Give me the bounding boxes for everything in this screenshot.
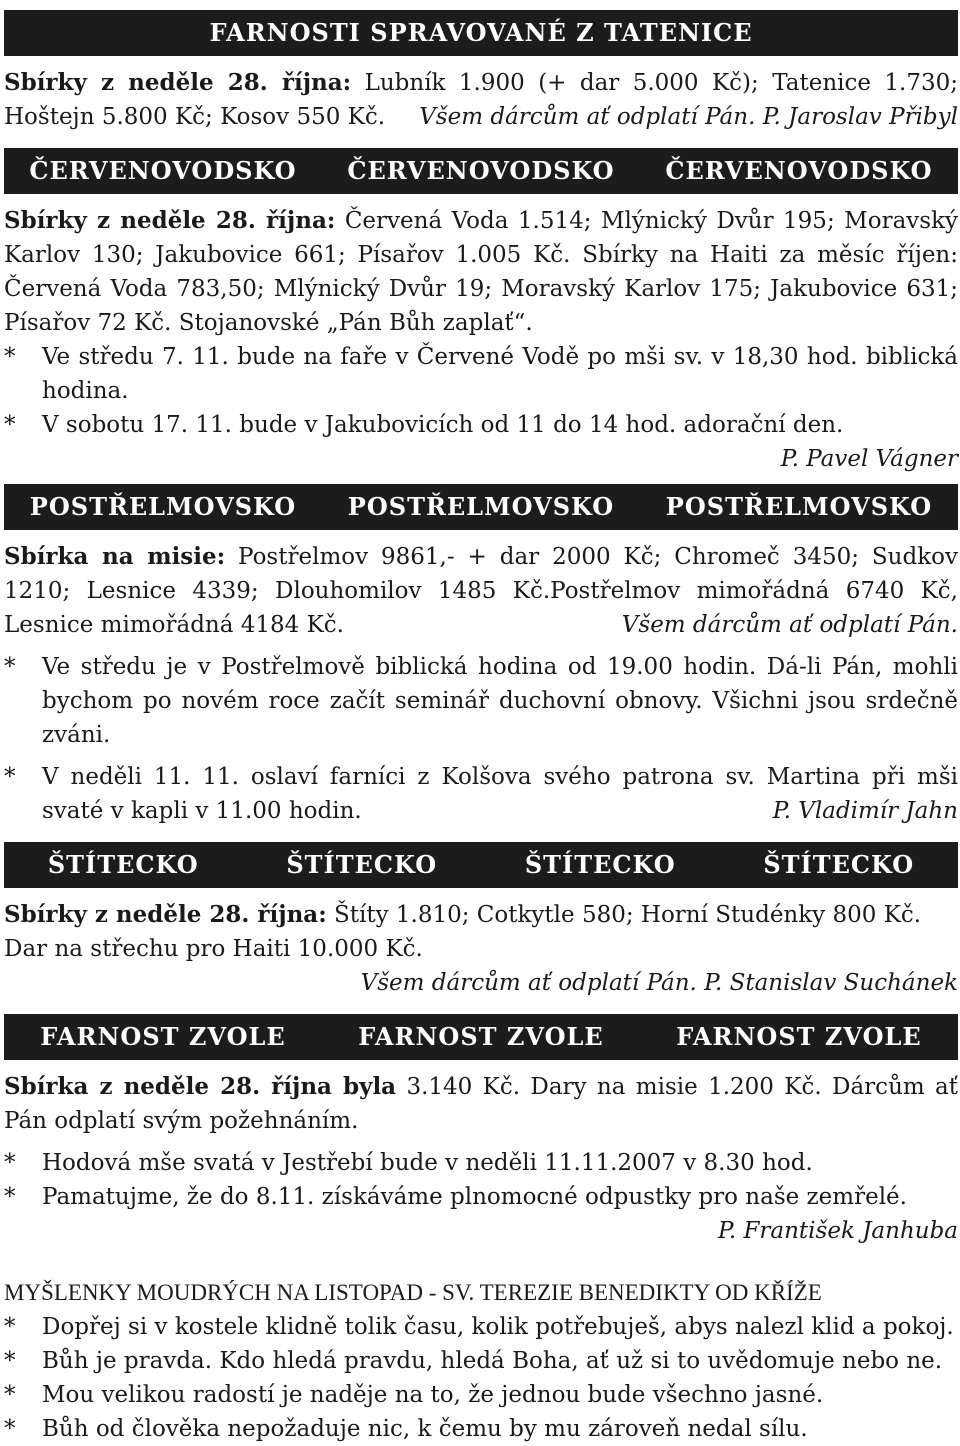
- list-item: [4, 1344, 958, 1378]
- bullet-symbol: *: [4, 1314, 16, 1340]
- section-title-part: ŠTÍTECKO: [47, 850, 199, 879]
- section-title-part: ŠTÍTECKO: [763, 850, 915, 879]
- signature: P. Vladimír Jahn: [772, 798, 958, 824]
- section-title-part: FARNOST ZVOLE: [358, 1022, 604, 1051]
- collections-paragraph: [4, 1070, 958, 1138]
- thanks-signature: Všem dárcům ať odplatí Pán. P. Stanislav Suchánek: [360, 970, 958, 996]
- section-title-part: ČERVENOVODSKO: [665, 156, 933, 185]
- section-title-part: FARNOST ZVOLE: [40, 1022, 286, 1051]
- section-body-postrelmovsko: [4, 540, 958, 828]
- list-item-text: Ve středu 7. 11. bude na faře v Červené Vodě po mši sv. v 18,30 hod. biblická hodina.: [42, 344, 958, 404]
- section-body-tatenice: [4, 66, 958, 134]
- bullet-symbol: *: [4, 344, 16, 370]
- section-title-part: POSTŘELMOVSKO: [347, 492, 615, 521]
- thanks-line: Všem dárcům ať odplatí Pán.: [621, 612, 958, 638]
- section-title-part: ČERVENOVODSKO: [347, 156, 615, 185]
- thanks-signature: Všem dárcům ať odplatí Pán. P. Jaroslav Přibyl: [419, 104, 958, 130]
- collections-label: Sbírka na misie:: [4, 543, 226, 570]
- collections-paragraph: [4, 204, 958, 340]
- list-item: [4, 1412, 958, 1446]
- thoughts-section: [4, 1276, 958, 1446]
- section-title-part: ŠTÍTECKO: [286, 850, 438, 879]
- section-header-stitecko: [4, 842, 958, 888]
- bullet-symbol: *: [4, 764, 16, 790]
- list-item-text: Dopřej si v kostele klidně tolik času, kolik potřebuješ, abys nalezl klid a pokoj.: [42, 1314, 954, 1340]
- list-item-text: Pamatujme, že do 8.11. získáváme plnomocné odpustky pro naše zemřelé.: [42, 1184, 907, 1210]
- bullet-symbol: *: [4, 1416, 16, 1442]
- list-item-text: V sobotu 17. 11. bude v Jakubovicích od 11 do 14 hod. adorační den.: [42, 412, 844, 438]
- bullet-symbol: *: [4, 1184, 16, 1210]
- list-item: [4, 1146, 958, 1180]
- collections-text: 3.140 Kč. Dary na misie 1.200 Kč. Dárcům ať Pán odplatí svým požehnáním.: [4, 1074, 959, 1134]
- donation-line: Dar na střechu pro Haiti 10.000 Kč.: [4, 936, 423, 962]
- section-header-postrelmovsko: [4, 484, 958, 530]
- collections-text: Postřelmov 9861,- + dar 2000 Kč; Chromeč 3450; Sudkov 1210; Lesnice 4339; Dlouhomilov 1485 Kč.Postřelmov mimořádná 6740 Kč, Lesnice mimořádná 4184 Kč.: [4, 544, 958, 638]
- signature: P. František Janhuba: [718, 1218, 958, 1244]
- collections-label: Sbírky z neděle 28. října:: [4, 69, 352, 96]
- thoughts-title: MYŠLENKY MOUDRÝCH NA LISTOPAD - SV. TEREZIE BENEDIKTY OD KŘÍŽE: [4, 1280, 822, 1305]
- section-header-tatenice: [4, 10, 958, 56]
- list-item-text: Hodová mše svatá v Jestřebí bude v neděli 11.11.2007 v 8.30 hod.: [42, 1150, 813, 1176]
- list-item: [4, 340, 958, 408]
- section-body-cervenovodsko: [4, 204, 958, 476]
- collections-label: Sbírky z neděle 28. října:: [4, 207, 336, 234]
- section-title-part: ČERVENOVODSKO: [29, 156, 297, 185]
- list-item-text: Bůh je pravda. Kdo hledá pravdu, hledá Boha, ať už si to uvědomuje nebo ne.: [42, 1348, 943, 1374]
- section-body-zvole: [4, 1070, 958, 1248]
- section-title: FARNOSTI SPRAVOVANÉ Z TATENICE: [209, 18, 753, 47]
- collections-text: Červená Voda 1.514; Mlýnický Dvůr 195; Moravský Karlov 130; Jakubovice 661; Písařov 1.005 Kč. Sbírky na Haiti za měsíc říjen: Červená Voda 783,50; Mlýnický Dvůr 19; Moravský Karlov 175; Jakubovice 631; Písařov 72 Kč. Stojanovské „Pán Bůh zaplať“.: [4, 208, 959, 336]
- collections-label: Sbírka z neděle 28. října byla: [4, 1073, 397, 1100]
- bullet-symbol: *: [4, 1348, 16, 1374]
- list-item: [4, 1378, 958, 1412]
- list-item-text: Ve středu je v Postřelmově biblická hodina od 19.00 hodin. Dá-li Pán, mohli bychom po novém roce začít seminář duchovní obnovy. Všichni jsou srdečně zváni.: [42, 654, 958, 748]
- list-item: [4, 1180, 958, 1214]
- section-title-part: POSTŘELMOVSKO: [665, 492, 933, 521]
- bulletin-page: [4, 10, 958, 1446]
- section-title-part: FARNOST ZVOLE: [676, 1022, 922, 1051]
- collections-label: Sbírky z neděle 28. října:: [4, 901, 327, 928]
- list-item-text: Mou velikou radostí je naděje na to, že jednou bude všechno jasné.: [42, 1382, 824, 1408]
- collections-text: Lubník 1.900 (+ dar 5.000 Kč); Tatenice 1.730; Hoštejn 5.800 Kč; Kosov 550 Kč.: [4, 70, 959, 130]
- list-item-text: Bůh od člověka nepožaduje nic, k čemu by mu zároveň nedal sílu.: [42, 1416, 808, 1442]
- bullet-symbol: *: [4, 1150, 16, 1176]
- section-title-part: POSTŘELMOVSKO: [29, 492, 297, 521]
- collections-paragraph: [4, 898, 958, 932]
- section-title-part: ŠTÍTECKO: [524, 850, 676, 879]
- section-header-zvole: [4, 1014, 958, 1060]
- signature: P. Pavel Vágner: [780, 446, 958, 472]
- list-item-text: V neděli 11. 11. oslaví farníci z Kolšova svého patrona sv. Martina při mši svaté v kapli v 11.00 hodin.: [42, 764, 958, 824]
- section-header-cervenovodsko: [4, 148, 958, 194]
- bullet-symbol: *: [4, 654, 16, 680]
- list-item: [4, 408, 958, 442]
- section-body-stitecko: [4, 898, 958, 1000]
- list-item: [4, 650, 958, 752]
- collections-text: Štíty 1.810; Cotkytle 580; Horní Studénky 800 Kč.: [326, 902, 922, 928]
- bullet-symbol: *: [4, 1382, 16, 1408]
- list-item: [4, 1310, 958, 1344]
- bullet-symbol: *: [4, 412, 16, 438]
